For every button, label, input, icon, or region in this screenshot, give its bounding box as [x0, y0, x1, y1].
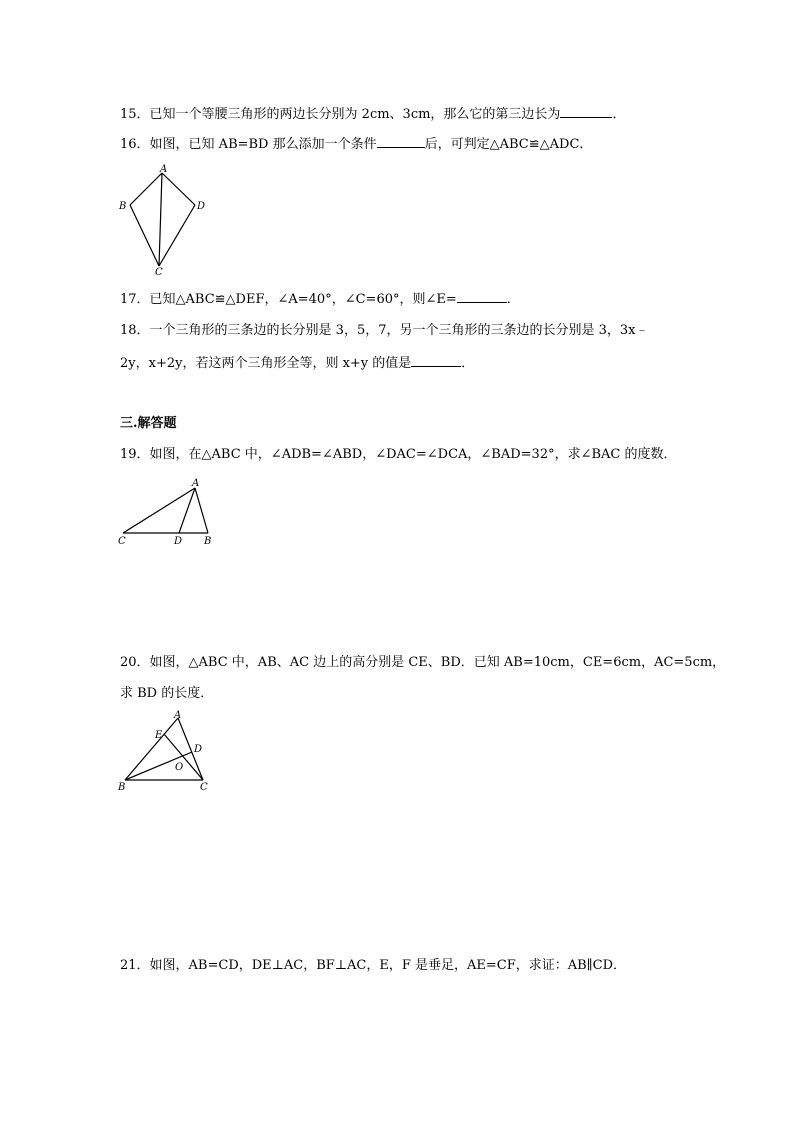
fig20-segment-ce	[164, 734, 203, 780]
answer-blank-16[interactable]	[377, 135, 425, 148]
question-19: 19．如图，在△ABC 中，∠ADB=∠ABD，∠DAC=∠DCA，∠BAD=32°，求∠BAC 的度数．	[120, 447, 677, 462]
question-17	[120, 290, 520, 309]
question-16	[120, 135, 592, 154]
fig19-label-c: C	[118, 536, 126, 547]
question-18-text: 2y，x+2y，若这两个三角形全等，则 x+y 的值是	[120, 356, 412, 371]
fig20-label-c: C	[200, 782, 208, 793]
fig16-label-d: D	[197, 201, 206, 212]
fig16-segment-bc	[130, 205, 159, 266]
question-18-line-1: 18．一个三角形的三条边的长分别是 3，5，7，另一个三角形的三条边的长分别是 3，3x﹣	[120, 323, 649, 338]
question-21: 21．如图，AB=CD，DE⊥AC，BF⊥AC，E，F 是垂足，AE=CF，求证：AB∥CD．	[120, 958, 627, 973]
figure-19-triangle	[115, 476, 225, 548]
figure-16-kite	[115, 163, 210, 278]
answer-blank-15[interactable]	[560, 105, 612, 118]
fig19-label-d: D	[174, 536, 183, 547]
fig20-label-b: B	[118, 782, 126, 793]
answer-blank-17[interactable]	[457, 290, 507, 303]
fig20-label-e: E	[155, 730, 163, 741]
fig19-label-a: A	[192, 478, 200, 489]
fig19-segment-ab	[195, 488, 208, 533]
question-15	[120, 105, 625, 124]
question-15-text: 15．已知一个等腰三角形的两边长分别为 2cm、3cm，那么它的第三边长为	[120, 107, 561, 122]
question-20-line-1: 20．如图，△ABC 中，AB、AC 边上的高分别是 CE、BD．已知 AB=10cm，CE=6cm，AC=5cm，	[120, 655, 726, 670]
figure-20-triangle	[115, 708, 220, 796]
fig20-label-d: D	[194, 744, 203, 755]
question-16-text: 16．如图，已知 AB=BD 那么添加一个条件	[120, 137, 377, 152]
question-17-end: ．	[506, 292, 520, 307]
fig20-label-o: O	[175, 762, 184, 773]
section-heading-3: 三.解答题	[120, 416, 177, 431]
question-15-end: ．	[612, 107, 626, 122]
fig16-segment-ac	[159, 173, 162, 266]
fig16-segment-ad	[162, 173, 195, 205]
fig20-label-a: A	[174, 710, 182, 721]
question-16-end: 后，可判定△ABC≌△ADC．	[424, 137, 593, 152]
fig19-segment-ac	[123, 488, 195, 533]
fig16-label-c: C	[155, 267, 163, 278]
question-17-text: 17．已知△ABC≌△DEF，∠A=40°，∠C=60°，则∠E=	[120, 292, 457, 307]
fig16-segment-ab	[130, 173, 162, 205]
fig16-label-a: A	[160, 164, 168, 175]
question-20-line-2: 求 BD 的长度．	[120, 686, 214, 701]
question-18-line-2	[120, 354, 474, 373]
question-18-end: ．	[461, 356, 475, 371]
answer-blank-18[interactable]	[411, 354, 461, 367]
fig16-label-b: B	[119, 201, 127, 212]
fig20-segment-ab	[125, 718, 178, 780]
fig19-label-b: B	[204, 536, 212, 547]
fig16-segment-dc	[159, 205, 195, 266]
fig19-segment-ad	[179, 488, 195, 533]
